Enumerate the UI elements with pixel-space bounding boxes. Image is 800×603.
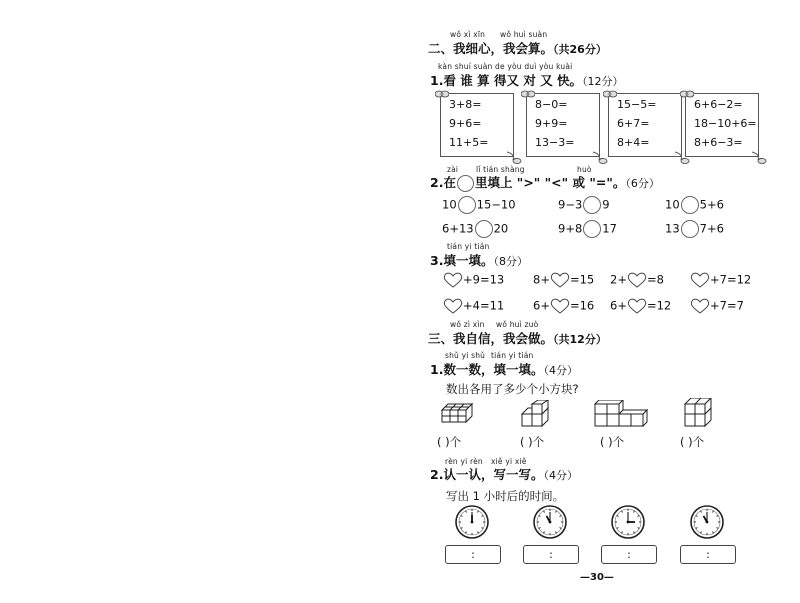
fill-item <box>533 298 594 314</box>
q3-title <box>430 251 528 269</box>
answer-blank-1[interactable]: ( )个 <box>437 435 462 449</box>
compare-right: 5+6 <box>699 197 724 212</box>
fill-item <box>533 272 594 288</box>
fill-item <box>690 272 751 288</box>
q3-title-text: 3.填一填。 <box>430 253 494 268</box>
fill-suffix: +4=11 <box>463 298 505 313</box>
fill-prefix: 2+ <box>610 272 627 287</box>
compare-item <box>665 196 724 214</box>
q2-pinyin-2: lǐ tián shàng <box>476 165 525 174</box>
fill-prefix: 6+ <box>610 298 627 313</box>
section2-title <box>428 39 607 57</box>
heart-blank-icon[interactable] <box>690 299 710 313</box>
q1-title <box>430 71 624 89</box>
time-answer-box[interactable]: : <box>523 545 579 564</box>
section3-title <box>428 329 607 347</box>
card-problem: 8−0= <box>535 98 568 111</box>
q2-title-a: 2.在 <box>430 175 456 190</box>
problem-card <box>440 93 514 157</box>
compare-left: 6+13 <box>442 221 474 236</box>
fill-item <box>443 272 504 288</box>
compare-right: 20 <box>493 221 509 236</box>
section3-pinyin-1: wǒ zì xìn <box>450 320 485 329</box>
s3q2-score: （4分） <box>543 469 578 482</box>
q1-score: （12分） <box>582 75 624 88</box>
q2-pinyin-3: huò <box>577 165 592 174</box>
section2-pinyin-2: wǒ huì suàn <box>500 30 548 39</box>
compare-item <box>442 220 508 238</box>
section2-pinyin-1: wǒ xì xīn <box>450 30 486 39</box>
q1-title-text: 1.看 谁 算 得又 对 又 快。 <box>430 73 583 88</box>
bow-icon <box>603 88 617 100</box>
compare-left: 10 <box>665 197 680 212</box>
fill-suffix: =8 <box>646 272 664 287</box>
fill-item <box>443 298 504 314</box>
ribbon-tail-icon <box>750 150 768 164</box>
heart-blank-icon[interactable] <box>690 273 710 287</box>
compare-right: 17 <box>602 221 617 236</box>
problem-card <box>608 93 682 157</box>
fill-prefix: 8+ <box>533 272 550 287</box>
heart-blank-icon[interactable] <box>550 299 570 313</box>
card-problem: 11+5= <box>449 136 489 149</box>
card-problem: 8+6−3= <box>694 136 743 149</box>
ribbon-tail-icon <box>591 150 609 164</box>
bow-icon <box>680 88 694 100</box>
fill-suffix: +7=12 <box>710 272 752 287</box>
heart-blank-icon[interactable] <box>627 299 647 313</box>
card-problem: 8+4= <box>617 136 650 149</box>
compare-right: 7+6 <box>699 221 724 236</box>
s3q1-prompt: 数出各用了多少个小方块? <box>446 382 579 396</box>
s3q2-prompt: 写出 1 小时后的时间。 <box>446 489 565 503</box>
compare-left: 9−3 <box>558 197 583 212</box>
section3-score: （共12分） <box>553 333 607 346</box>
card-problem: 3+8= <box>449 98 482 111</box>
compare-left: 13 <box>665 221 680 236</box>
section3-title-text: 三、我自信，我会做。 <box>428 331 554 346</box>
bow-icon <box>435 88 449 100</box>
clock-face-icon <box>455 505 489 539</box>
compare-right: 9 <box>602 197 610 212</box>
answer-blank-4[interactable]: ( )个 <box>680 435 705 449</box>
s3q1-title-text: 1.数一数，填一填。 <box>430 362 544 377</box>
card-problem: 9+9= <box>535 117 568 130</box>
fill-item <box>610 298 671 314</box>
q3-score: （8分） <box>493 255 528 268</box>
compare-item <box>665 220 724 238</box>
fill-suffix: +7=7 <box>710 298 744 313</box>
heart-blank-icon[interactable] <box>443 273 463 287</box>
cube-figure-1 <box>440 400 474 424</box>
problem-card <box>526 93 600 157</box>
bow-icon <box>521 88 535 100</box>
compare-circle-blank[interactable] <box>681 196 699 214</box>
card-problem: 18−10+6= <box>694 117 757 130</box>
s3q2-title-text: 2.认一认，写一写。 <box>430 467 544 482</box>
fill-prefix: 6+ <box>533 298 550 313</box>
time-answer-box[interactable]: : <box>601 545 657 564</box>
heart-blank-icon[interactable] <box>443 299 463 313</box>
q2-title-b: 里填上 ">" "<" 或 "="。 <box>474 175 626 190</box>
page-number: —30— <box>580 572 614 583</box>
s3q1-score: （4分） <box>543 364 578 377</box>
s3q1-pinyin-1: shǔ yi shǔ <box>445 351 486 360</box>
cube-figure-4 <box>683 398 713 428</box>
q2-title <box>430 173 660 192</box>
ribbon-tail-icon <box>505 150 523 164</box>
compare-circle-blank[interactable] <box>681 220 699 238</box>
fill-suffix: =15 <box>569 272 595 287</box>
clock-face-icon <box>690 505 724 539</box>
q2-score: （6分） <box>625 177 660 190</box>
problem-card <box>685 93 759 157</box>
compare-circle-blank[interactable] <box>458 196 476 214</box>
section3-pinyin-2: wǒ huì zuò <box>496 320 539 329</box>
cube-figure-2 <box>520 400 550 428</box>
s3q1-pinyin-2: tián yi tián <box>491 351 534 360</box>
section2-score: （共26分） <box>553 43 607 56</box>
cube-figure-3 <box>593 400 649 428</box>
fill-suffix: =16 <box>569 298 595 313</box>
q1-pinyin: kàn shuí suàn de yòu duì yòu kuài <box>438 62 573 71</box>
fill-suffix: +9=13 <box>463 272 505 287</box>
circle-blank-icon <box>457 175 474 192</box>
s3q2-title <box>430 465 578 483</box>
card-problem: 13−3= <box>535 136 575 149</box>
compare-circle-blank[interactable] <box>583 196 601 214</box>
answer-blank-2[interactable]: ( )个 <box>520 435 545 449</box>
compare-item <box>442 196 516 214</box>
q2-pinyin-1: zài <box>447 165 459 174</box>
compare-left: 10 <box>442 197 457 212</box>
heart-blank-icon[interactable] <box>627 273 647 287</box>
q3-pinyin: tián yi tián <box>447 242 490 251</box>
compare-circle-blank[interactable] <box>583 220 601 238</box>
time-answer-box[interactable]: : <box>680 545 736 564</box>
compare-item <box>558 196 610 214</box>
compare-item <box>558 220 617 238</box>
card-problem: 9+6= <box>449 117 482 130</box>
card-problem: 15−5= <box>617 98 657 111</box>
section2-title-text: 二、我细心，我会算。 <box>428 41 554 56</box>
s3q2-pinyin-1: rèn yi rèn <box>445 457 483 466</box>
card-problem: 6+6−2= <box>694 98 743 111</box>
clock-face-icon <box>533 505 567 539</box>
card-problem: 6+7= <box>617 117 650 130</box>
compare-left: 9+8 <box>558 221 583 236</box>
time-answer-box[interactable]: : <box>445 545 501 564</box>
clock-face-icon <box>611 505 645 539</box>
compare-right: 15−10 <box>476 197 516 212</box>
answer-blank-3[interactable]: ( )个 <box>600 435 625 449</box>
fill-suffix: =12 <box>646 298 672 313</box>
compare-circle-blank[interactable] <box>475 220 493 238</box>
heart-blank-icon[interactable] <box>550 273 570 287</box>
fill-item <box>610 272 664 288</box>
s3q2-pinyin-2: xiě yi xiě <box>491 457 527 466</box>
fill-item <box>690 298 744 314</box>
s3q1-title <box>430 360 578 378</box>
